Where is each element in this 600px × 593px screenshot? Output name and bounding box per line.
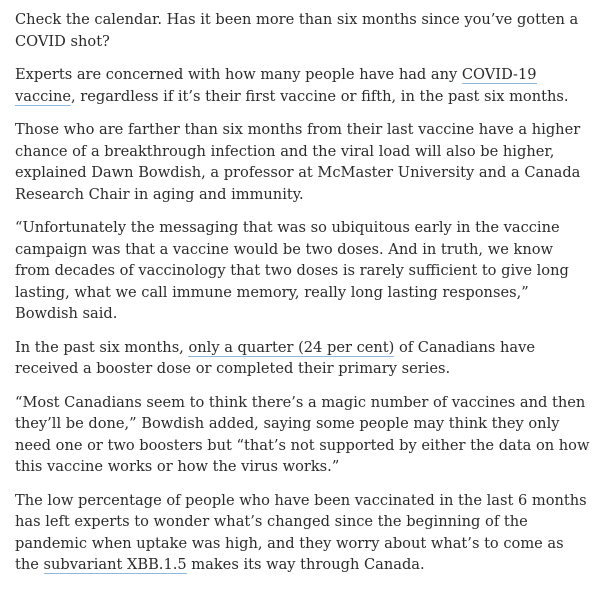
paragraph <box>15 9 590 52</box>
paragraph-text: of Canadians have received a booster dose or completed their primary series. <box>15 338 535 377</box>
paragraph-text: “Most Canadians seem to think there’s a magic number of vaccines and then they’ll be done,” Bowdish added, saying some people may think they only need one or two boosters but “that’s not supported by either the data on how this vaccine works or how the virus works.” <box>15 393 590 475</box>
covid-vaccine-link[interactable]: COVID-19 vaccine <box>15 66 537 105</box>
paragraph <box>15 64 590 107</box>
paragraph-text: The low percentage of people who have been vaccinated in the last 6 months has left experts to wonder what’s changed since the beginning of the pandemic when uptake was high, and they worry about what’s to come as the <box>15 491 587 573</box>
subvariant-link[interactable]: subvariant XBB.1.5 <box>43 556 187 573</box>
paragraph <box>15 217 590 325</box>
paragraph <box>15 490 590 576</box>
paragraph <box>15 337 590 380</box>
quarter-statistic-link[interactable]: only a quarter (24 per cent) <box>188 338 395 356</box>
paragraph-text: Check the calendar. Has it been more than six months since you’ve gotten a COVID shot? <box>15 11 579 50</box>
paragraph-text: “Unfortunately the messaging that was so ubiquitous early in the vaccine campaign was that a vaccine would be two doses. And in truth, we know from decades of vaccinology that two doses is rarely sufficient to give long lasting, what we call immune memory, really long lasting responses,” Bowdish said. <box>15 219 569 322</box>
paragraph-text: Those who are farther than six months from their last vaccine have a higher chance of a breakthrough infection and the viral load will also be higher, explained Dawn Bowdish, a professor at McMaster University and a Canada Research Chair in aging and immunity. <box>15 121 581 203</box>
paragraph-text: makes its way through Canada. <box>186 556 425 573</box>
article-body <box>15 9 590 576</box>
paragraph-text: Experts are concerned with how many people have had any <box>15 66 462 83</box>
paragraph-text: In the past six months, <box>15 338 189 356</box>
paragraph <box>15 119 590 205</box>
paragraph-text: , regardless if it’s their first vaccine or fifth, in the past six months. <box>71 87 569 105</box>
paragraph <box>15 392 590 478</box>
